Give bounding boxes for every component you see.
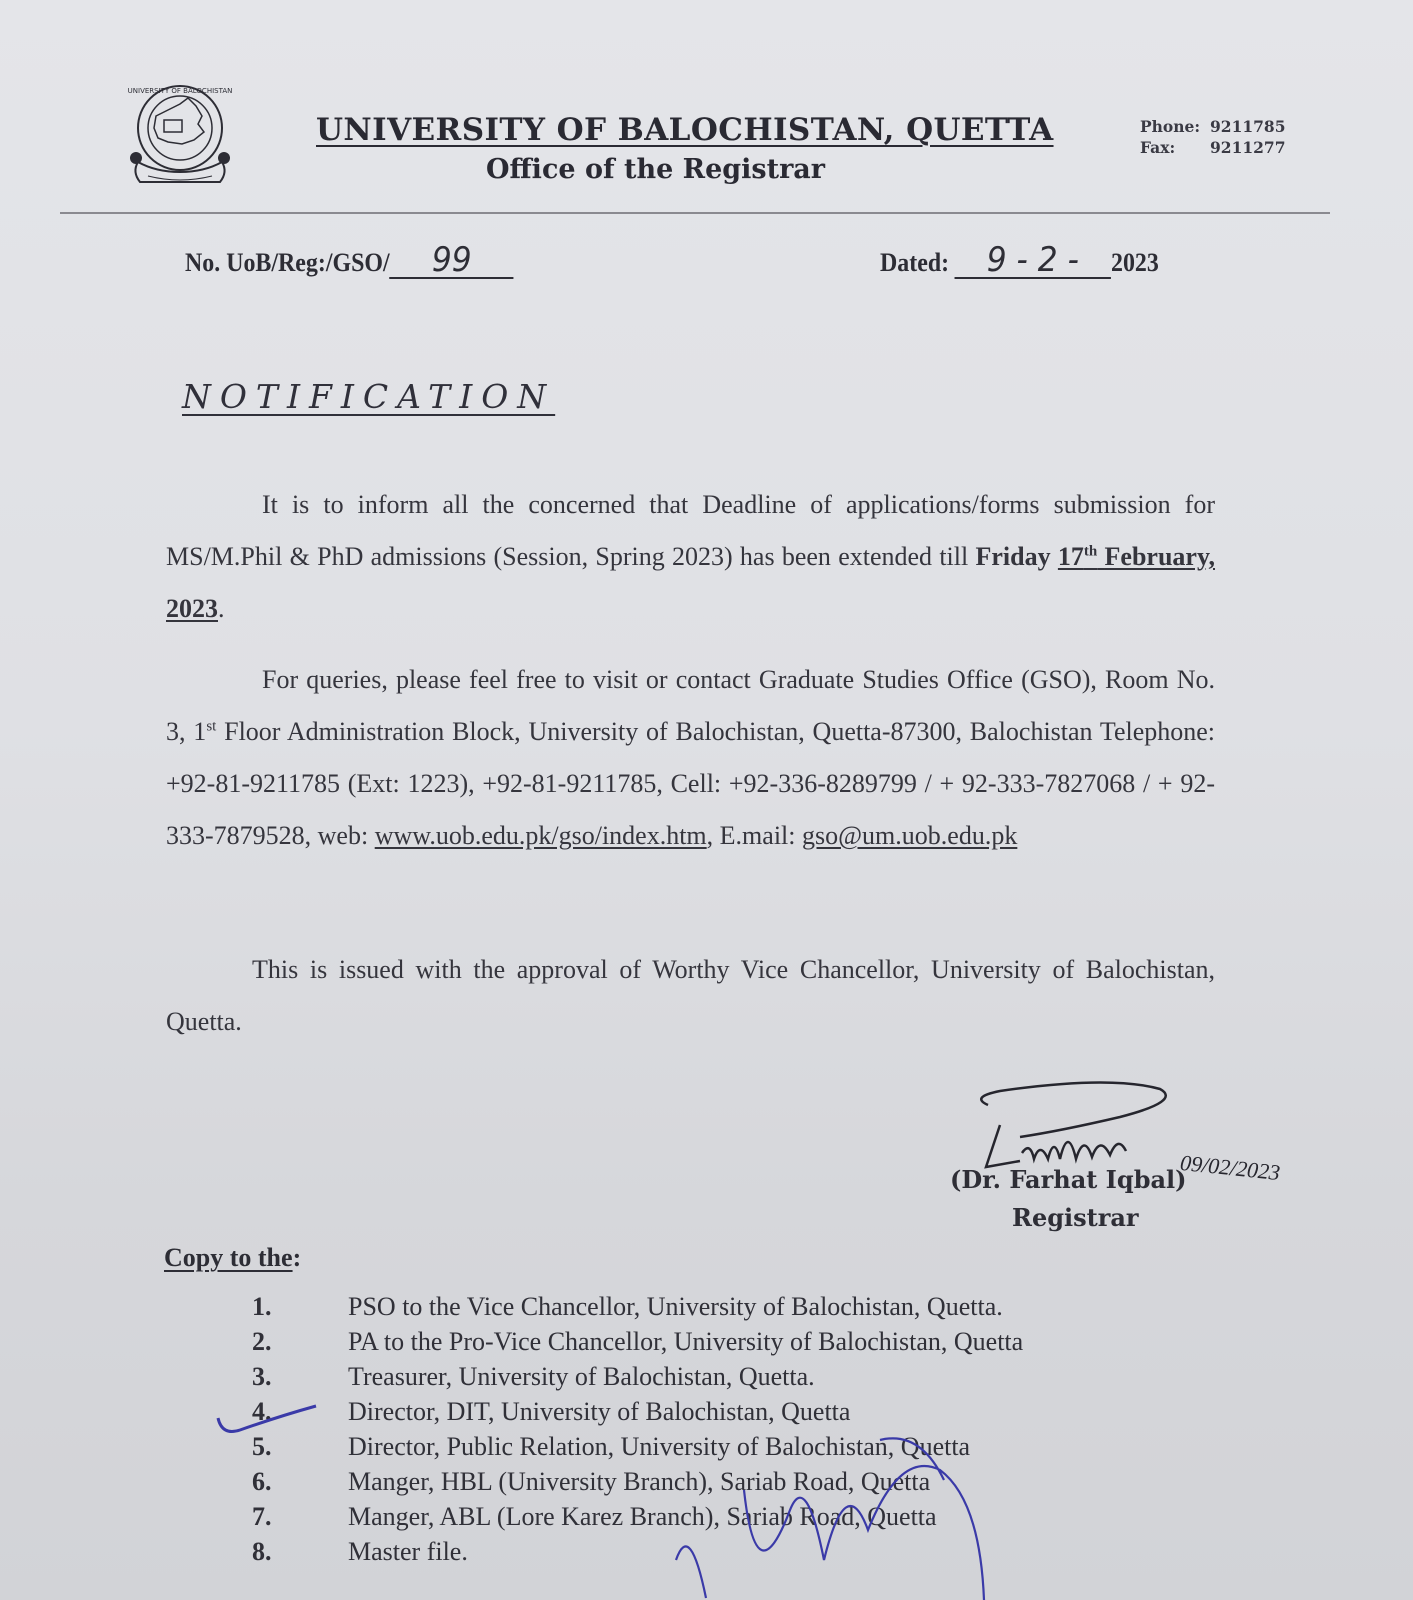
deadline-day: Friday	[975, 542, 1051, 571]
paragraph-deadline: It is to inform all the concerned that Deadline of applications/forms submission for MS/M.Phil & PhD admissions (Session, Spring 2023) has been extended till Friday 17th February, 2023.	[166, 490, 1216, 623]
copy-to-item: 5. Director, Public Relation, University of Balochistan, Quetta	[252, 1432, 971, 1461]
signatory-title: Registrar	[1012, 1203, 1139, 1232]
university-logo	[124, 76, 236, 196]
phone-label: Phone:	[1140, 117, 1201, 136]
email-link[interactable]: gso@um.uob.edu.pk	[802, 821, 1018, 850]
paragraph1-text: It is to inform all the concerned that Deadline of applications/forms submission for MS/M.Phil & PhD admissions (Session, Spring 2023) has been extended till	[166, 490, 1215, 571]
copy-to-list	[252, 1292, 1252, 1572]
signatory-name: (Dr. Farhat Iqbal)	[950, 1165, 1187, 1194]
dated-label: Dated:	[880, 248, 950, 277]
signature-date-handwritten: 09/02/2023	[1179, 1149, 1282, 1186]
copy-to-item: 8. Master file.	[252, 1537, 468, 1566]
phone-value: 9211785	[1210, 117, 1286, 136]
notification-heading: NOTIFICATION	[182, 377, 556, 416]
copy-to-item: 2. PA to the Pro-Vice Chancellor, University of Balochistan, Quetta	[252, 1327, 1024, 1356]
header-divider	[60, 212, 1330, 214]
university-title: UNIVERSITY OF BALOCHISTAN, QUETTA	[316, 112, 1054, 148]
fax-label: Fax:	[1140, 138, 1176, 157]
contact-block	[1140, 116, 1286, 158]
email-label: , E.mail:	[706, 821, 796, 850]
office-subtitle: Office of the Registrar	[486, 154, 826, 185]
copy-to-item: 4. Director, DIT, University of Balochistan, Quetta	[252, 1397, 851, 1426]
reference-label: No. UoB/Reg:/GSO/	[185, 248, 390, 277]
copy-to-item: 1. PSO to the Vice Chancellor, University of Balochistan, Quetta.	[252, 1292, 1003, 1321]
paragraph2-part2: Floor Administration Block, University of Balochistan, Quetta-87300, Balochistan Telephone: +92-81-9211785 (Ext: 1223), +92-81-9211785, Cell: +92-336-8289799 / + 92-333-7827068 / + 92-333-7879528, web:	[166, 717, 1216, 850]
floor-sup: st	[206, 718, 217, 735]
reference-number-handwritten: 99	[390, 247, 514, 279]
web-link[interactable]: www.uob.edu.pk/gso/index.htm	[374, 821, 707, 850]
paragraph-approval	[166, 944, 1215, 1048]
paragraph-queries	[166, 654, 1215, 862]
copy-to-heading: Copy to the:	[164, 1243, 302, 1272]
deadline-date: 17th February, 2023	[166, 542, 1216, 623]
fax-value: 9211277	[1210, 138, 1286, 157]
fax-line	[1140, 137, 1286, 158]
copy-to-item: 6. Manger, HBL (University Branch), Sariab Road, Quetta	[252, 1467, 931, 1496]
paragraph2-part1: For queries, please feel free to visit or contact Graduate Studies Office (GSO), Room No. 3, 1	[166, 665, 1215, 746]
copy-to-item: 3. Treasurer, University of Balochistan, Quetta.	[252, 1362, 815, 1391]
logo-text: UNIVERSITY OF BALOCHISTAN	[127, 87, 233, 95]
dated-handwritten: 9 - 2 -	[955, 247, 1111, 279]
phone-line	[1140, 116, 1286, 137]
copy-to-item: 7. Manger, ABL (Lore Karez Branch), Sariab Road, Quetta	[252, 1502, 937, 1531]
reference-number	[185, 240, 514, 280]
date-line	[880, 240, 1159, 280]
dated-year: 2023	[1111, 248, 1159, 277]
paragraph3-text: This is issued with the approval of Worthy Vice Chancellor, University of Balochistan, Quetta.	[166, 955, 1215, 1036]
